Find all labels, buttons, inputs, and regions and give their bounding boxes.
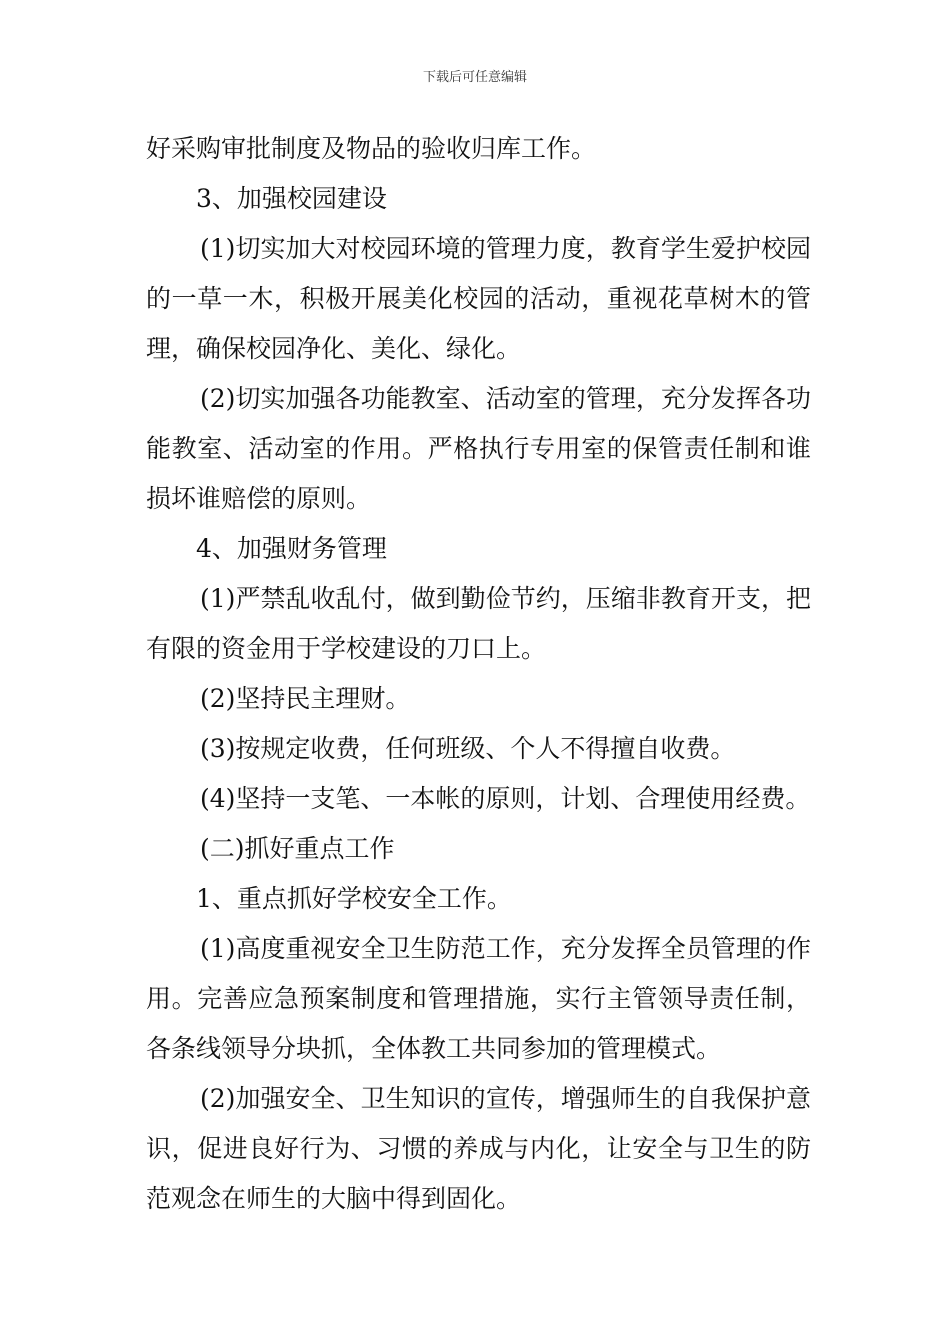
paragraph: 好采购审批制度及物品的验收归库工作。 xyxy=(146,134,597,163)
paragraph: (1)高度重视安全卫生防范工作，充分发挥全员管理的作用。完善应急预案制度和管理措施，实行主管领导责任制，各条线领导分块抓，全体教工共同参加的管理模式。 xyxy=(146,934,811,1063)
paragraph: (3)按规定收费，任何班级、个人不得擅自收费。 xyxy=(200,734,736,763)
section-heading: 4、加强财务管理 xyxy=(196,534,387,563)
paragraph: (4)坚持一支笔、一本帐的原则，计划、合理使用经费。 xyxy=(200,784,811,813)
paragraph: (2)加强安全、卫生知识的宣传，增强师生的自我保护意识，促进良好行为、习惯的养成与内化，让安全与卫生的防范观念在师生的大脑中得到固化。 xyxy=(146,1084,811,1213)
paragraph: (1)严禁乱收乱付，做到勤俭节约，压缩非教育开支，把有限的资金用于学校建设的刀口上。 xyxy=(146,584,811,663)
page-header-note: 下载后可任意编辑 xyxy=(422,70,527,85)
paragraph: (1)切实加大对校园环境的管理力度，教育学生爱护校园的一草一木，积极开展美化校园的活动，重视花草树木的管理，确保校园净化、美化、绿化。 xyxy=(146,234,811,363)
section-heading: (二)抓好重点工作 xyxy=(200,834,395,863)
paragraph: (2)切实加强各功能教室、活动室的管理，充分发挥各功能教室、活动室的作用。严格执行专用室的保管责任制和谁损坏谁赔偿的原则。 xyxy=(146,384,811,513)
paragraph: (2)坚持民主理财。 xyxy=(200,684,411,713)
document-body xyxy=(146,124,811,1224)
section-heading: 1、重点抓好学校安全工作。 xyxy=(196,884,512,913)
section-heading: 3、加强校园建设 xyxy=(196,184,387,213)
